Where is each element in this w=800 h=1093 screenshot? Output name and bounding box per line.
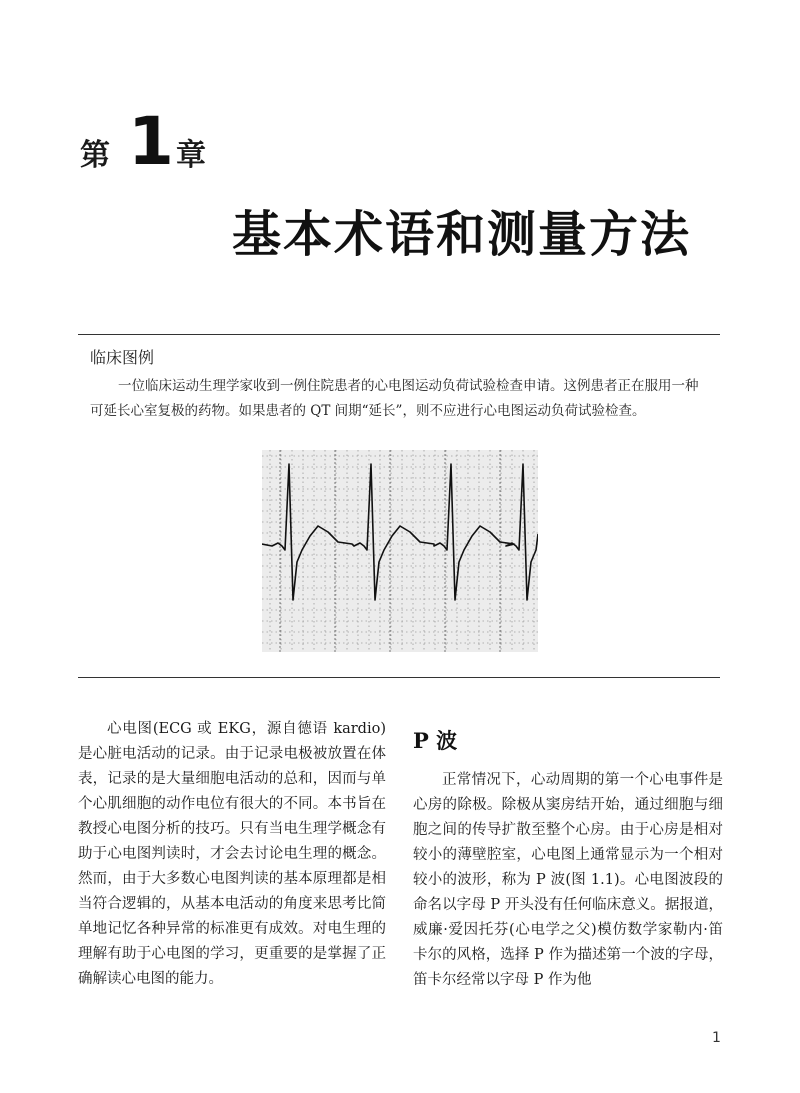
chapter-number: 1: [128, 103, 174, 180]
right-paragraph: 正常情况下，心动周期的第一个心电事件是心房的除极。除极从窦房结开始，通过细胞与细胞之间的传导扩散至整个心房。由于心房是相对较小的薄壁腔室，心电图上通常显示为一个相对较小的波形，称为 P 波(图 1.1)。心电图波段的命名以字母 P 开头没有任何临床意义。据报道，威廉·爱因托芬(心电学之父)模仿数学家勒内·笛卡尔的风格，选择 P 作为描述第一个波的字母，笛卡尔经常以字母 P 作为他: [413, 772, 723, 988]
case-text: 一位临床运动生理学家收到一例住院患者的心电图运动负荷试验检查申请。这例患者正在服用一种可延长心室复极的药物。如果患者的 QT 间期“延长”，则不应进行心电图运动负荷试验检查。: [90, 378, 699, 419]
section-heading-p-wave: P 波: [413, 728, 458, 753]
chapter-suffix: 章: [176, 138, 207, 173]
right-column: [413, 768, 723, 993]
left-paragraph: 心电图(ECG 或 EKG，源自德语 kardio)是心脏电活动的记录。由于记录电极被放置在体表，记录的是大量细胞电活动的总和，因而与单个心肌细胞的动作电位有很大的不同。本书旨在教授心电图分析的技巧。只有当电生理学概念有助于心电图判读时，才会去讨论电生理的概念。然而，由于大多数心电图判读的基本原理都是相当符合逻辑的，从基本电活动的角度来思考比简单地记忆各种异常的标准更有成效。对电生理的理解有助于心电图的学习，更重要的是掌握了正确解读心电图的能力。: [78, 721, 386, 987]
chapter-prefix: 第: [80, 138, 111, 173]
chapter-title: 基本术语和测量方法: [232, 206, 692, 263]
case-heading: 临床图例: [90, 348, 155, 367]
ecg-figure: [262, 450, 538, 652]
ecg-strip-graphic: [262, 450, 538, 652]
left-column: [78, 717, 386, 992]
case-top-rule: [78, 334, 720, 335]
ecg-grid: [262, 450, 538, 652]
ecg-major-grid: [280, 450, 500, 652]
case-bottom-rule: [78, 677, 720, 678]
page-number: 1: [712, 1030, 721, 1046]
case-text-block: [90, 374, 710, 424]
